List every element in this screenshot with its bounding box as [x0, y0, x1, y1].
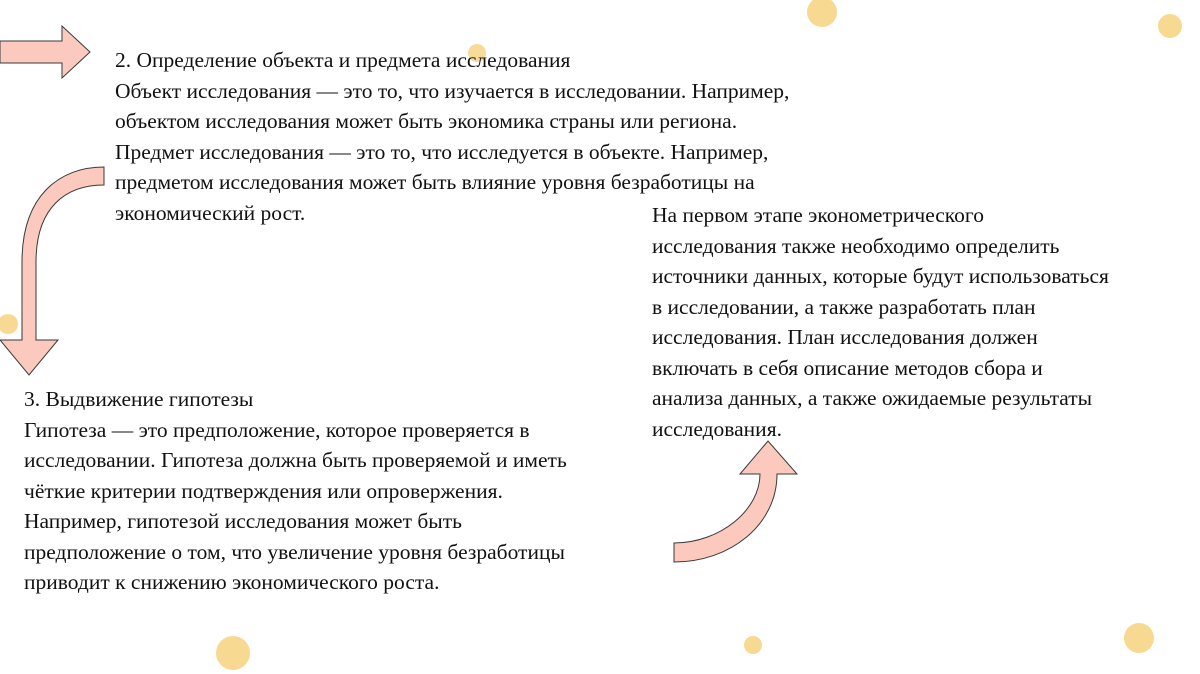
section-heading: 3. Выдвижение гипотезы — [24, 387, 254, 411]
paint-dot-icon — [1158, 14, 1182, 38]
text-line: приводит к снижению экономического роста. — [24, 570, 440, 594]
text-line: исследования также необходимо определить — [652, 233, 1060, 258]
text-line: Например, гипотезой исследования может быть — [24, 509, 462, 533]
text-line: включать в себя описание методов сбора и — [652, 355, 1043, 380]
paint-dot-icon — [0, 314, 18, 334]
text-line: Объект исследования — это то, что изучается в исследовании. Например, — [115, 78, 790, 103]
text-line: чёткие критерии подтверждения или опровержения. — [24, 478, 503, 503]
section-heading: 2. Определение объекта и предмета исследования — [115, 48, 571, 72]
text-line: исследовании. Гипотеза должна быть проверяемой и иметь — [24, 448, 567, 472]
paint-dot-icon — [744, 636, 762, 654]
text-line: исследования. — [652, 416, 782, 441]
first-stage-section — [652, 200, 1109, 444]
text-line: экономический рост. — [115, 200, 306, 225]
text-line: предметом исследования может быть влияние уровня безработицы на — [115, 170, 755, 194]
text-line: предположение о том, что увеличение уровня безработицы — [24, 539, 565, 564]
text-line: На первом этапе эконометрического — [652, 203, 984, 227]
text-line: в исследовании, а также разработать план — [652, 294, 1036, 319]
text-line: анализа данных, а также ожидаемые результаты — [652, 386, 1093, 410]
text-line: объектом исследования может быть экономика страны или региона. — [115, 109, 738, 133]
text-line: исследования. План исследования должен — [652, 325, 1038, 349]
hypothesis-section — [24, 384, 567, 598]
curved-arrow-down-icon — [0, 167, 104, 375]
paint-dot-icon — [216, 636, 250, 670]
text-line: Предмет исследования — это то, что исследуется в объекте. Например, — [115, 139, 769, 164]
text-line: источники данных, которые будут использоваться — [652, 264, 1109, 288]
paint-dot-icon — [807, 0, 837, 27]
paint-dot-icon — [1124, 623, 1154, 653]
arrow-right-icon — [0, 26, 90, 78]
curved-arrow-up-right-icon — [674, 441, 797, 562]
text-line: Гипотеза — это предположение, которое проверяется в — [24, 417, 530, 442]
